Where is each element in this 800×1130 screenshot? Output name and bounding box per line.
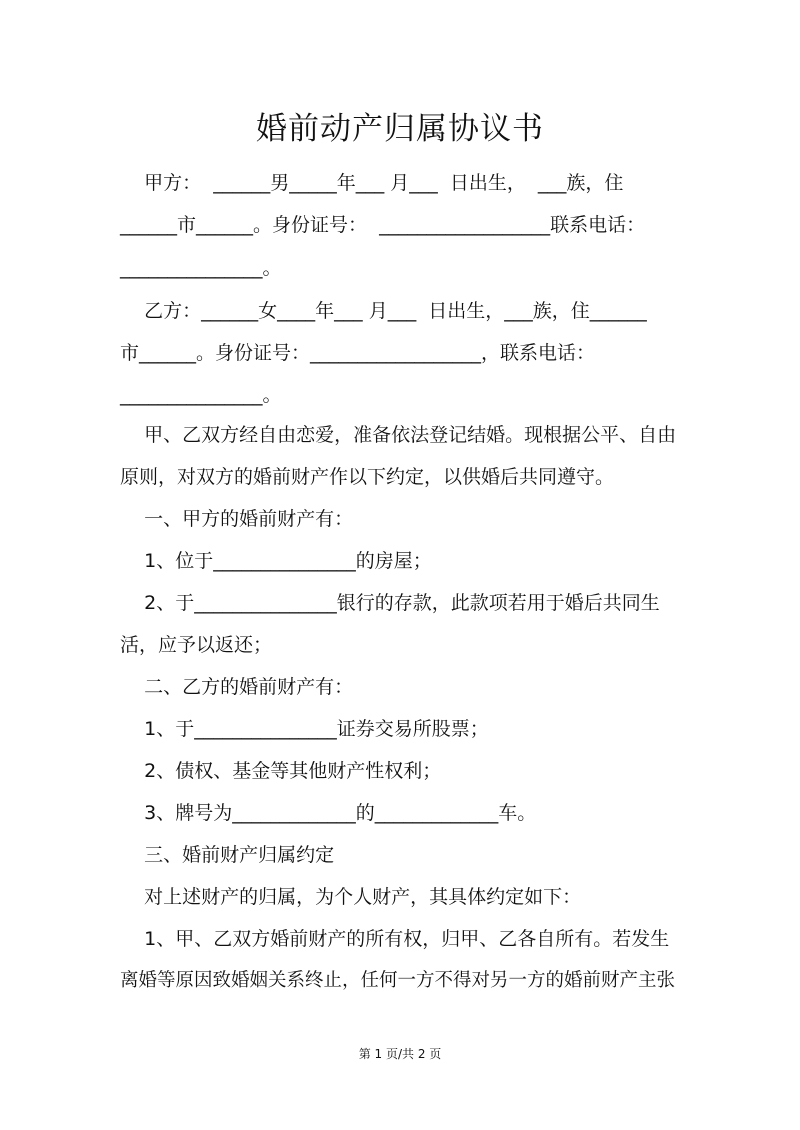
- section-1-item-2: 2、于_______________银行的存款，此款项若用于婚后共同生: [120, 592, 660, 614]
- document-title: 婚前动产归属协议书: [256, 111, 544, 147]
- section-1-item-2-cont: 活，应予以返还；: [120, 634, 273, 656]
- section-2-item-3: 3、牌号为_____________的_____________车。: [120, 802, 537, 824]
- section-3-intro: 对上述财产的归属，为个人财产，其具体约定如下：: [120, 886, 582, 908]
- preamble-line-1: 甲、乙双方经自由恋爱，准备依法登记结婚。现根据公平、自由: [120, 424, 677, 446]
- section-2-item-2: 2、债权、基金等其他财产性权利；: [120, 760, 442, 782]
- section-3-heading: 三、婚前财产归属约定: [120, 844, 335, 866]
- party-b-line-1: 乙方：______女____年___ 月___ 日出生，___族，住______: [120, 300, 647, 322]
- party-a-line-1: 甲方： ______男_____年___ 月___ 日出生， ___族，住: [120, 172, 624, 194]
- page-number-footer: 第 1 页/共 2 页: [358, 1047, 442, 1061]
- party-a-line-3: _______________。: [120, 257, 282, 279]
- section-1-heading: 一、甲方的婚前财产有：: [120, 508, 354, 530]
- section-3-clause-1-cont: 离婚等原因致婚姻关系终止，任何一方不得对另一方的婚前财产主张: [120, 970, 676, 991]
- section-2-heading: 二、乙方的婚前财产有：: [120, 676, 354, 698]
- preamble-line-2: 原则，对双方的婚前财产作以下约定，以供婚后共同遵守。: [120, 466, 615, 488]
- party-a-line-2: ______市______。身份证号： __________________联系电话：: [120, 214, 646, 236]
- section-1-item-1: 1、位于_______________的房屋；: [120, 550, 432, 572]
- section-3-clause-1: 1、甲、乙双方婚前财产的所有权，归甲、乙各自所有。若发生: [120, 928, 670, 950]
- party-b-line-2: 市______。身份证号：__________________，联系电话：: [120, 342, 596, 364]
- section-2-item-1: 1、于_______________证券交易所股票；: [120, 718, 489, 740]
- party-b-line-3: _______________。: [120, 384, 282, 406]
